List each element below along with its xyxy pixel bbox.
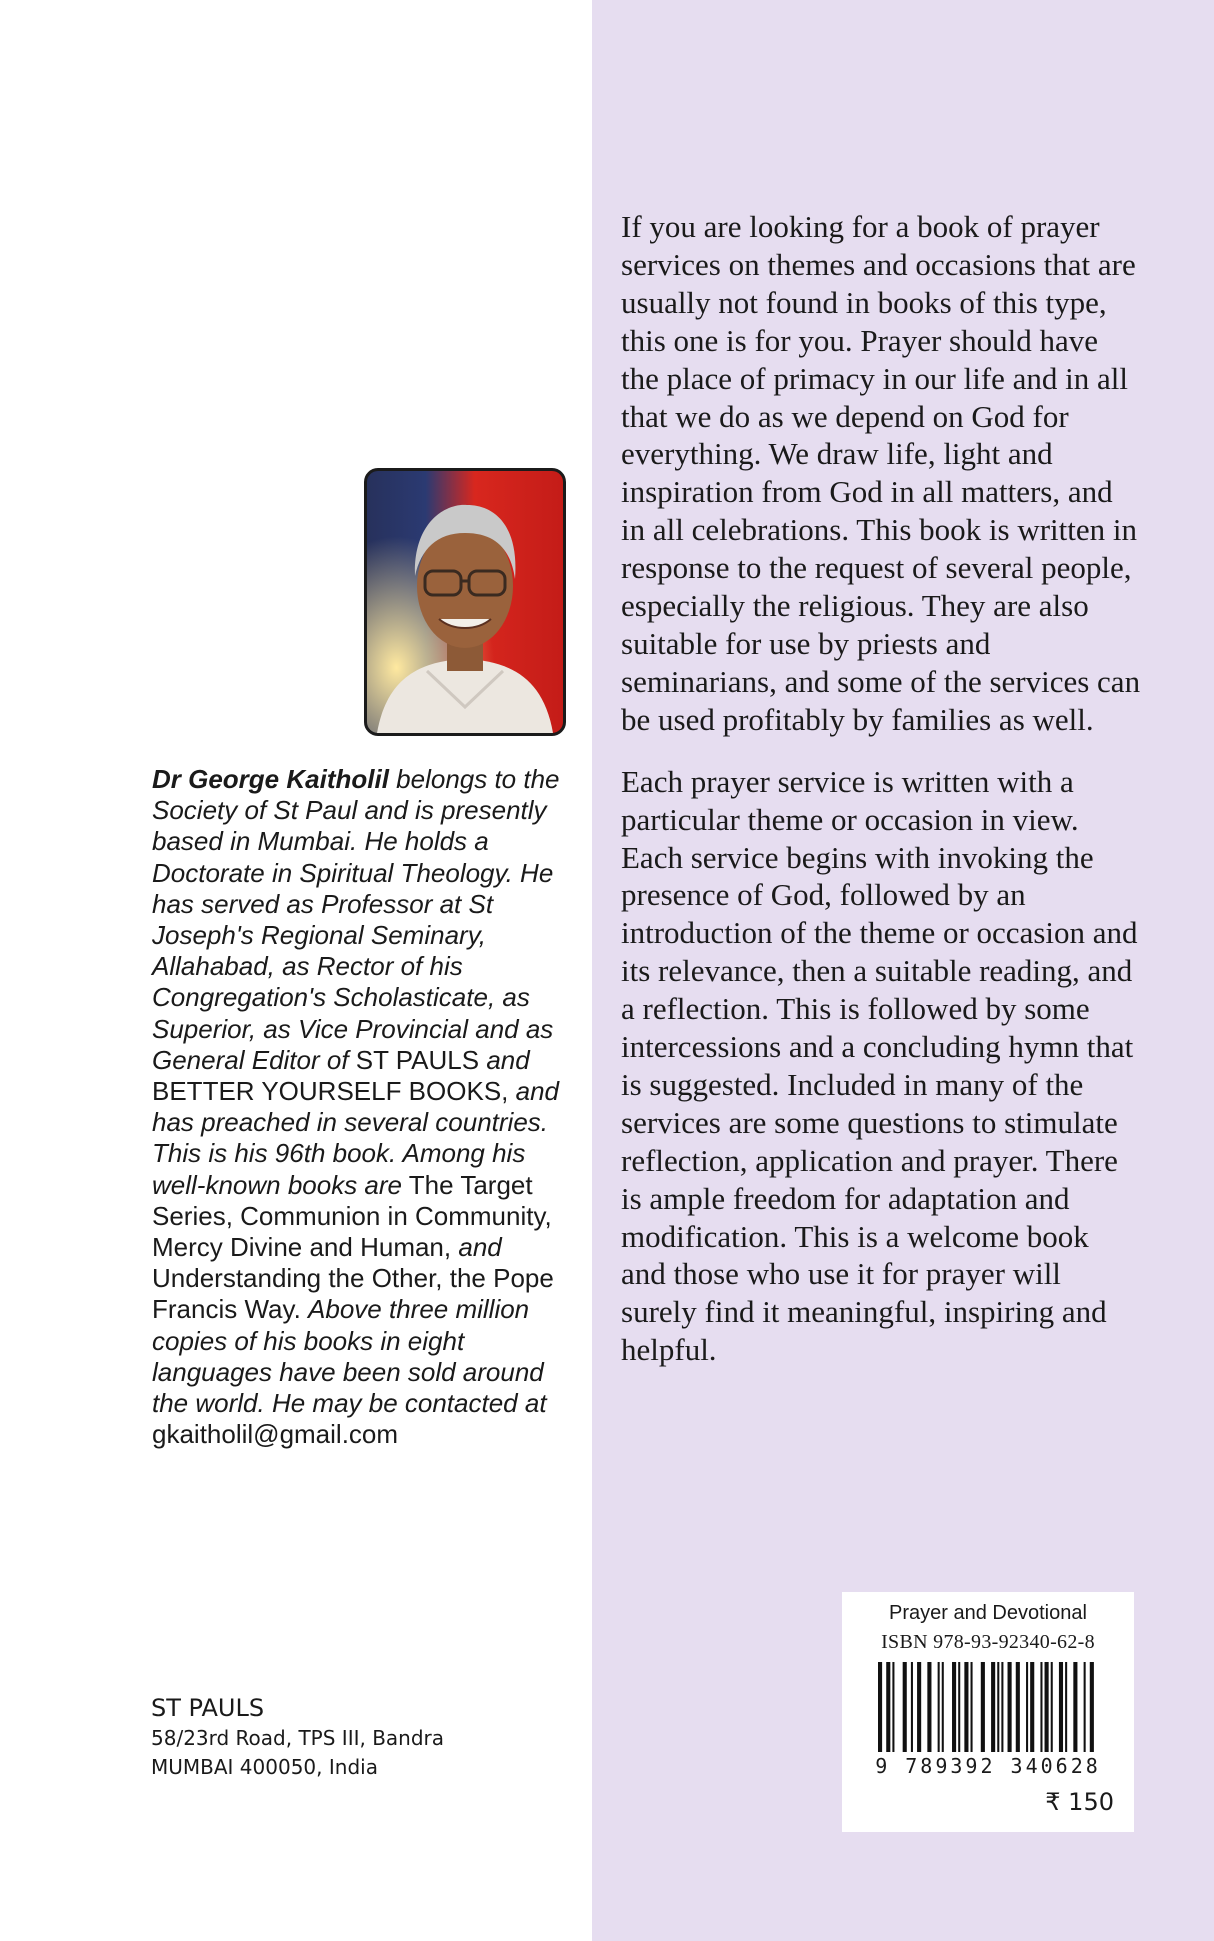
barcode-bar (938, 1662, 940, 1752)
barcode-bar (1051, 1662, 1053, 1752)
author-photo (364, 468, 566, 736)
price: ₹ 150 (1045, 1788, 1114, 1816)
barcode-bar (917, 1662, 921, 1752)
author-bio (152, 764, 582, 1450)
author-email: gkaitholil@gmail.com (152, 1419, 399, 1450)
book-list-1: The Target Series, Communion in Community, Mercy Divine and Human, (152, 1169, 552, 1263)
barcode-bar (1008, 1662, 1012, 1752)
barcode-bars (878, 1662, 1098, 1752)
blurb-paragraph-1: If you are looking for a book of prayer services on themes and occasions that are usually not found in books of this type, this one is for you. Prayer should have the place of primacy in our life and in all that we do as we depend on God for everything. We draw life, light and inspiration from God in all matters, and in all celebrations. This book is written in response to the request of several people, especially the religious. They are also suitable for use by priests and seminarians, and some of the services can be used profitably by families as well. (621, 209, 1141, 737)
isbn-label: ISBN 978-93-92340-62-8 (881, 1631, 1095, 1653)
barcode-bar (911, 1662, 913, 1752)
author-bio-text-1: belongs to the Society of St Paul and is presently based in Mumbai. He holds a Doctorate in Spiritual Theology. He has served as Professor at St Joseph's Regional Seminary, Allahabad, as Rector of his Congregation's Scholasticate, as Superior, as Vice Provincial and as General Editor of (152, 764, 560, 1075)
barcode-bar (927, 1662, 931, 1752)
barcode-bar (892, 1662, 894, 1752)
author-bio-and-2: and (458, 1232, 502, 1263)
barcode-bar (971, 1662, 973, 1752)
author-bio-text-3: Above three million copies of his books in eight languages have been sold around the world. He may be contacted at (152, 1294, 547, 1419)
barcode-bar (958, 1662, 960, 1752)
barcode-bar (964, 1662, 968, 1752)
barcode-bar (1016, 1662, 1020, 1752)
publisher-name-inline: ST PAULS (355, 1044, 480, 1075)
imprint-name-inline: BETTER YOURSELF BOOKS, (152, 1076, 509, 1107)
publisher-name: ST PAULS (151, 1694, 265, 1722)
book-blurb (621, 208, 1141, 1369)
barcode-number: 9 789392 340628 (875, 1754, 1101, 1778)
barcode-bar (1084, 1662, 1086, 1752)
barcode-bar (952, 1662, 956, 1752)
barcode-bar (1040, 1662, 1042, 1752)
barcode-bar (878, 1662, 882, 1752)
author-name: Dr George Kaitholil (152, 764, 389, 794)
barcode-bar (1090, 1662, 1094, 1752)
barcode-bar (903, 1662, 907, 1752)
author-bio-text-2: and has preached in several countries. This is his 96th book. Among his well-known books are (152, 1076, 560, 1200)
barcode-bar (1026, 1662, 1028, 1752)
barcode-bar (886, 1662, 890, 1752)
barcode-box (842, 1592, 1134, 1832)
barcode-bar (997, 1662, 999, 1752)
book-category: Prayer and Devotional (889, 1602, 1087, 1624)
barcode-bar (1073, 1662, 1077, 1752)
blurb-paragraph-2: Each prayer service is written with a particular theme or occasion in view. Each service begins with invoking the presence of God, followed by an introduction of the theme or occasion and its relevance, then a suitable reading, and a reflection. This is followed by some intercessions and a concluding hymn that is suggested. Included in many of the services are some questions to stimulate reflection, application and prayer. There is ample freedom for adaptation and modification. This is a welcome book and those who use it for prayer will surely find it meaningful, inspiring and helpful. (621, 763, 1138, 1368)
publisher-address-line1: 58/23rd Road, TPS III, Bandra (151, 1726, 445, 1750)
barcode-bar (981, 1662, 985, 1752)
barcode-bar (1030, 1662, 1034, 1752)
publisher-address-line2: MUMBAI 400050, India (151, 1755, 378, 1779)
barcode-bar (1059, 1662, 1063, 1752)
barcode-bar (1065, 1662, 1067, 1752)
barcode-bar (1001, 1662, 1003, 1752)
author-portrait-image (367, 471, 563, 733)
author-bio-and: and (486, 1044, 530, 1075)
book-list-2: Understanding the Other, the Pope Francis Way. (152, 1263, 554, 1325)
barcode-bar (942, 1662, 944, 1752)
barcode-bar (1045, 1662, 1049, 1752)
barcode-bar (991, 1662, 995, 1752)
publisher-block (151, 1692, 444, 1782)
